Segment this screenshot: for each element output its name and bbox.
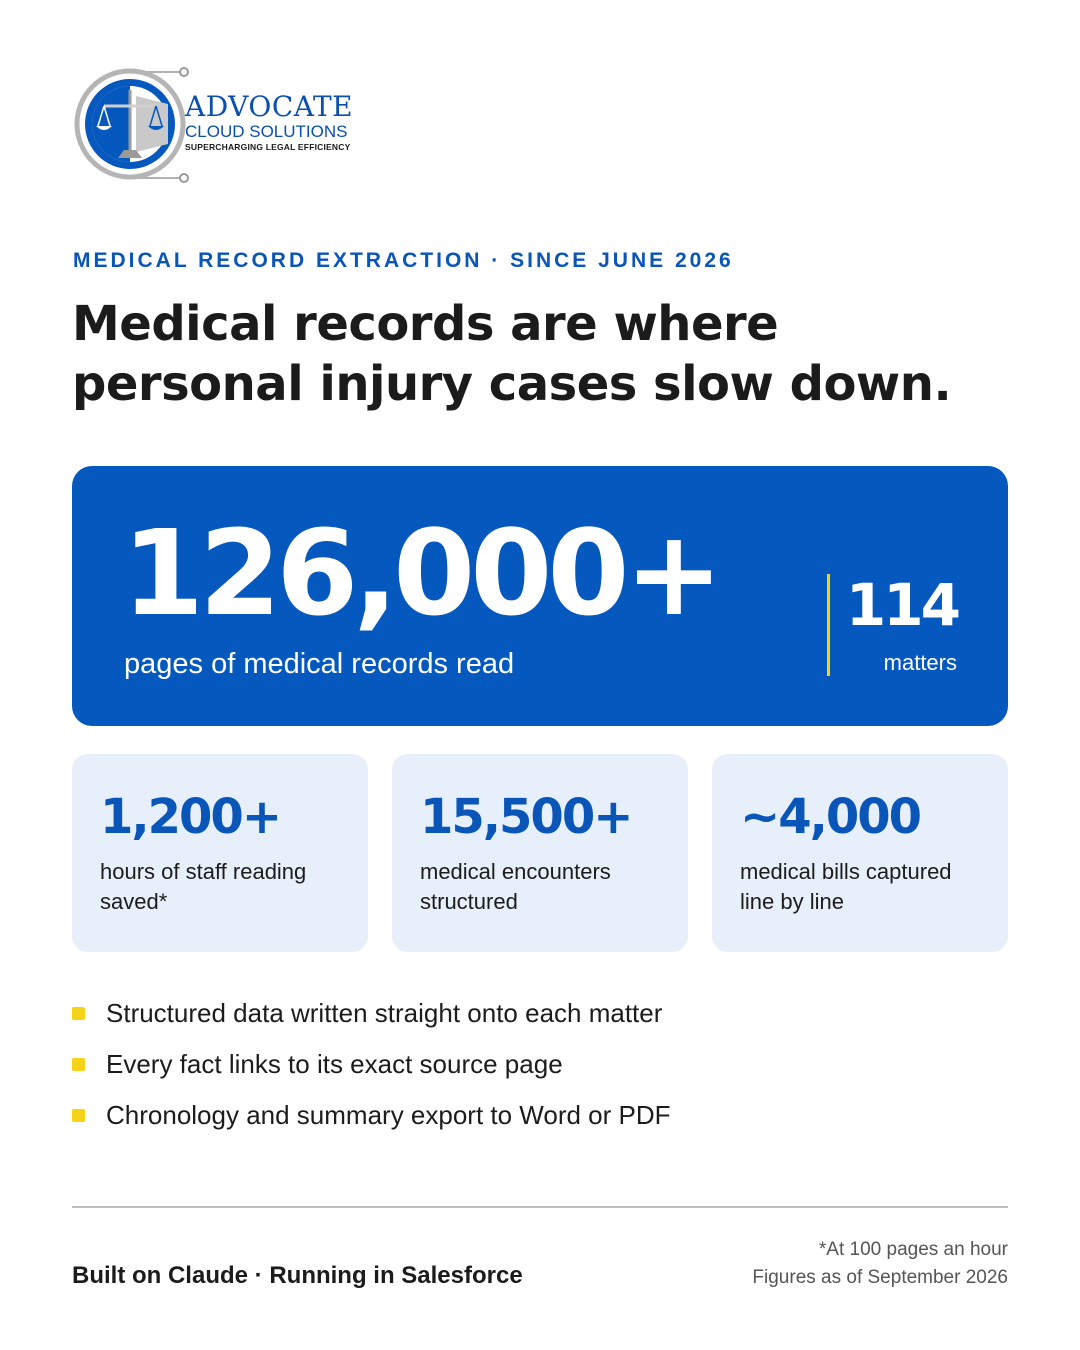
list-item [72,1096,972,1147]
bullet-square-icon [72,1109,85,1122]
stat-value: 15,500+ [420,789,632,845]
figures-date: Figures as of September 2026 [752,1267,1008,1288]
page-title [72,294,1032,414]
bullet-square-icon [72,1058,85,1071]
feature-list [72,994,972,1147]
stat-value: ~4,000 [740,789,921,845]
footer-platform-text: Built on Claude · Running in Salesforce [72,1262,523,1289]
logo-subname: CLOUD SOLUTIONS [185,122,348,141]
logo-name: ADVOCATE [185,90,354,123]
scales-of-justice-icon [74,66,189,184]
stat-card-encounters [392,754,688,952]
footnote: *At 100 pages an hour [818,1239,1008,1260]
stat-label: medical bills captured line by line [740,859,952,914]
stat-card-hours-saved [72,754,368,952]
hero-stat-value: 126,000+ [122,504,719,642]
stat-card-bills [712,754,1008,952]
list-item-text: Chronology and summary export to Word or PDF [106,1100,671,1130]
eyebrow-label: MEDICAL RECORD EXTRACTION · SINCE JUNE 2026 [73,249,734,272]
list-item [72,994,972,1045]
matters-label: matters [883,650,957,675]
logo-tagline: SUPERCHARGING LEGAL EFFICIENCY [185,142,351,152]
footer-notes [752,1236,1008,1292]
stat-label: hours of staff reading saved* [100,859,307,914]
list-item-text: Every fact links to its exact source page [106,1049,563,1079]
footer-divider [72,1206,1008,1208]
logo-wordmark [185,90,354,153]
page-title-line-2: personal injury cases slow down. [72,356,952,412]
brand-logo [74,66,374,184]
matters-count: 114 [845,571,958,639]
bullet-square-icon [72,1007,85,1020]
stat-label: medical encounters structured [420,859,611,914]
list-item-text: Structured data written straight onto each matter [106,998,663,1028]
page-title-line-1: Medical records are where [72,296,779,352]
stat-value: 1,200+ [100,789,281,845]
list-item [72,1045,972,1096]
hero-stat-card [72,466,1008,726]
hero-stat-label: pages of medical records read [124,648,515,680]
hero-divider [827,574,830,676]
